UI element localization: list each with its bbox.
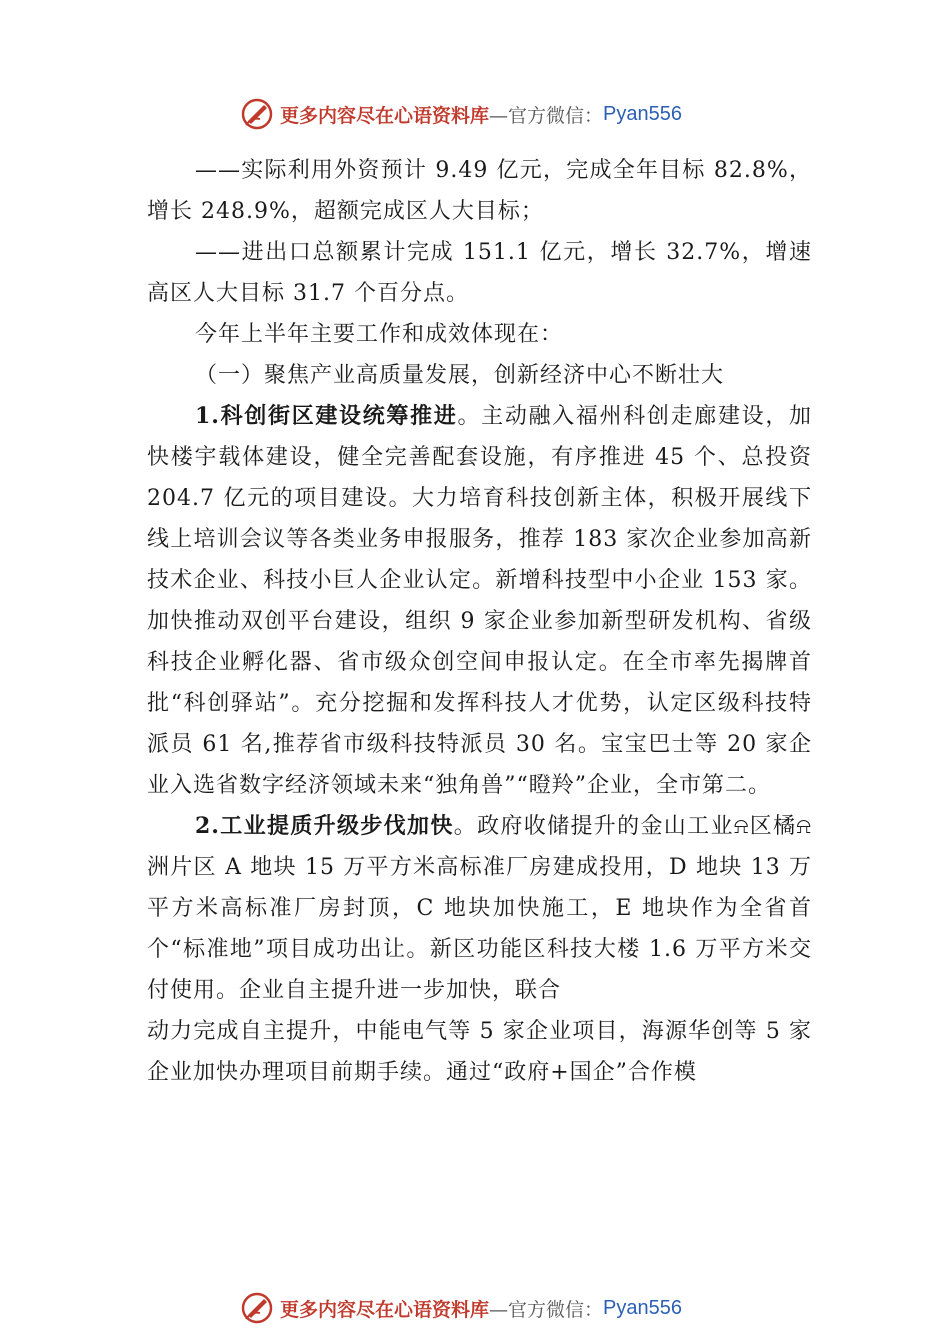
watermark-wechat-id: Pyan556 bbox=[603, 1296, 682, 1319]
paragraph-intro: 今年上半年主要工作和成效体现在： bbox=[195, 322, 564, 347]
watermark-footer bbox=[240, 1290, 682, 1326]
paragraph-body-sci-tech: 。主动融入福州科创走廊建设，加快楼宇载体建设，健全完善配套设施，有序推进 45 个、总投资 204.7 亿元的项目建设。大力培育科技创新主体，积极开展线下线上培训会议等各类业务申报服务，推荐 183 家次企业参加高新技术企业、科技小巨人企业认定。新增科技型中小企业 153 家。加快推动双创平台建设，组织 9 家企业参加新型研发机构、省级科技企业孵化器、省市级众创空间申报认定。在全市率先揭牌首批“科创驿站”。充分挖掘和发挥科技人才优势，认定区级科技特派员 61 名,推荐省市级科技特派员 30 名。宝宝巴士等 20 家企业入选省数字经济领域未来“独角兽”“瞪羚”企业，全市第二。 bbox=[147, 404, 812, 798]
paragraph-industrial-upgrade bbox=[147, 806, 812, 1011]
watermark-wechat-id: Pyan556 bbox=[603, 102, 682, 125]
pen-swirl-logo-icon bbox=[240, 1291, 274, 1325]
paragraph-sci-tech-district bbox=[147, 396, 812, 806]
paragraph-foreign-investment: ——实际利用外资预计 9.49 亿元，完成全年目标 82.8%， 增长 248.9%，超额完成区人大目标； bbox=[147, 158, 812, 224]
paragraph-lead-industrial: 2.工业提质升级步伐加快 bbox=[195, 813, 454, 839]
watermark-dark-text: —官方微信： bbox=[489, 104, 604, 127]
pen-swirl-logo-icon bbox=[240, 97, 274, 131]
paragraph-continuation: 动力完成自主提升，中能电气等 5 家企业项目，海源华创等 5 家企业加快办理项目前期手续。通过“政府+国企”合作模 bbox=[147, 1019, 812, 1085]
watermark-dark-text: —官方微信： bbox=[489, 1298, 604, 1321]
watermark-header bbox=[240, 96, 682, 132]
watermark-red-text: 更多内容尽在心语资料库 bbox=[280, 104, 490, 127]
paragraph-import-export: ——进出口总额累计完成 151.1 亿元，增长 32.7%，增速高区人大目标 31.7 个百分点。 bbox=[147, 240, 812, 306]
watermark-red-text: 更多内容尽在心语资料库 bbox=[280, 1298, 490, 1321]
section-heading-one: （一）聚焦产业高质量发展，创新经济中心不断壮大 bbox=[195, 363, 725, 388]
paragraph-body-industrial: 。政府收储提升的金山工业⍾区橘⍾洲片区 A 地块 15 万平方米高标准厂房建成投用，D 地块 13 万平方米高标准厂房封顶，C 地块加快施工，E 地块作为全省首个“标准地”项目成功出让。新区功能区科技大楼 1.6 万平方米交付使用。企业自主提升进一步加快，联合 bbox=[147, 814, 812, 1003]
paragraph-lead-sci-tech: 1.科创街区建设统筹推进 bbox=[195, 403, 458, 429]
document-body bbox=[147, 150, 812, 1093]
